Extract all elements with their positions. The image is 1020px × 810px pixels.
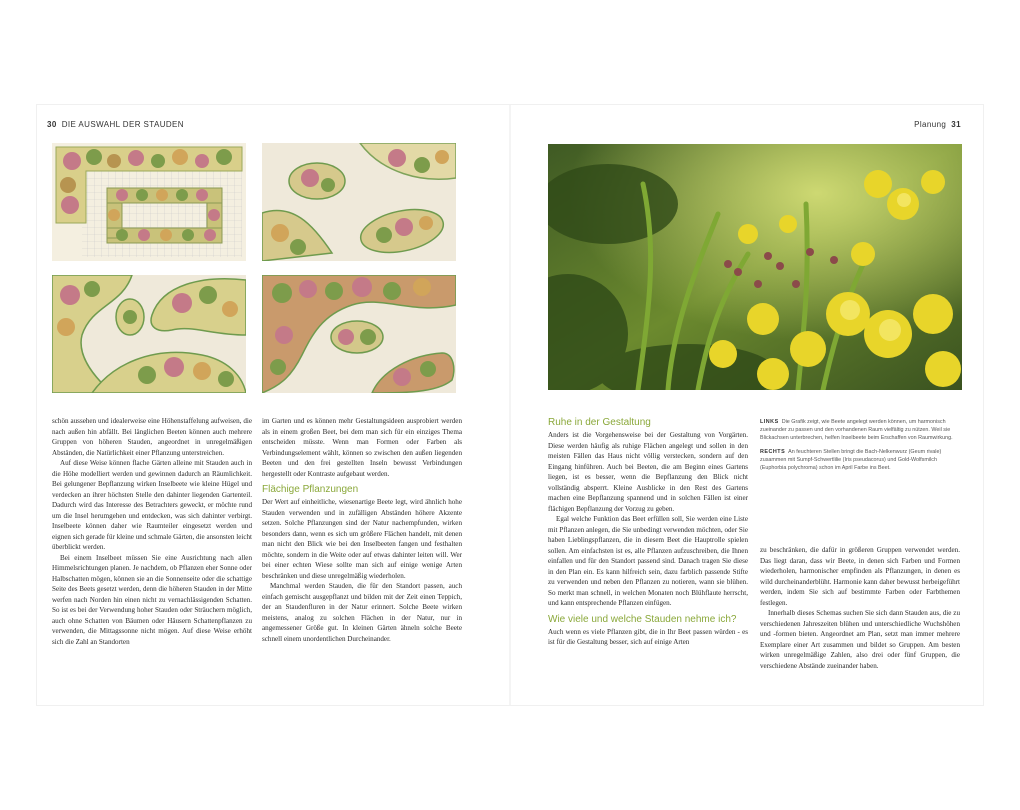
paragraph: Innerhalb dieses Schemas suchen Sie sich dann Stauden aus, die zu verschiedenen Jahreszeiten blühen und unterschiedliche Wuchshöhen und -formen bieten. Angeordnet am Plan, setzt man immer mehrere Exemplare einer Art zusammen und bildet so Gruppen. Am besten wirken unregelmäßige Zahlen, also drei oder fünf Gruppen, die verschiedene Abstände zueinander haben. bbox=[760, 609, 960, 670]
paragraph: schön aussehen und idealerweise eine Höhenstaffelung aufweisen, die nach außen hin abfällt. Bei länglichen Beeten können auch mehrere Gruppen von höheren Stauden, angeordnet in unregelmäßigen Abständen, die Natürlichkeit einer Pflanzung unterstreichen. bbox=[52, 417, 252, 457]
paragraph: im Garten und es können mehr Gestaltungsideen ausprobiert werden als in einem großen Beet, bei dem man sich für ein einziges Thema entscheiden müsste. Wenn man Formen oder Farben als Verbindungselement wählt, können so zwischen den außen liegenden Beeten und den frei gestellten Inseln bewusst Verbindungen hergestellt oder Kontraste aufgebaut werden. bbox=[262, 417, 462, 478]
running-head-left: DIE AUSWAHL DER STAUDEN bbox=[61, 120, 184, 129]
left-column-2 bbox=[262, 416, 462, 644]
section-heading: Flächige Pflanzungen bbox=[262, 484, 359, 495]
paragraph: Auch wenn es viele Pflanzen gibt, die in Ihr Beet passen würden - es ist für die Gestaltung besser, sich auf einige Arten bbox=[548, 627, 748, 646]
caption-text: An feuchteren Stellen bringt die Bach-Nelkenwurz (Geum rivale) zusammen mit Sumpf-Schwertlilie (Iris pseudacorus) und Gold-Wolfsmilch (Euphorbia polychroma) schon im April Farbe ins Beet. bbox=[760, 449, 942, 471]
right-folio bbox=[914, 120, 961, 129]
page-number-right: 31 bbox=[951, 120, 961, 129]
book-spread bbox=[37, 105, 983, 705]
left-page bbox=[37, 105, 510, 705]
paragraph: zu beschränken, die dafür in größeren Gruppen verwendet werden. Das liegt daran, dass wir Beete, in denen sich Farben und Formen wiederholen, harmonischer empfinden als Pflanzungen, in denen es wild durcheinanderblüht. Harmonie kann daher bewusst herbeigeführt werden, indem Sie sich auf bestimmte Farben oder Farbthemen festlegen. bbox=[760, 546, 960, 607]
caption-tag: RECHTS bbox=[760, 449, 786, 455]
right-page bbox=[510, 105, 983, 705]
illustration-curved-path-plan bbox=[262, 143, 456, 261]
illustration-island-beds-plan bbox=[52, 275, 246, 393]
left-folio bbox=[47, 120, 184, 129]
caption-rechts bbox=[760, 448, 960, 472]
section-heading: Wie viele und welche Stauden nehme ich? bbox=[548, 613, 737, 625]
photo-captions bbox=[760, 418, 960, 478]
caption-links bbox=[760, 418, 960, 442]
left-column-1 bbox=[52, 416, 252, 647]
paragraph: Anders ist die Vorgehensweise bei der Gestaltung von Vorgärten. Diese werden häufig als ruhige Flächen angelegt und sollen in den meisten Fällen das Haus nicht völlig verstecken, sondern auf den Eingang hinführen. Auch bei Beeten, die am Beginn eines Gartens liegen, ist es besser, wenn die Bepflanzung den Blick nicht vollständig absperrt. Kleine Ausblicke in den Rest des Gartens machen eine Bepflanzung spannend und in solchen Fällen ist einer flächigen Bepflanzung der Vorzug zu geben. bbox=[548, 431, 748, 513]
right-column-1 bbox=[548, 416, 748, 648]
plant-photo bbox=[548, 144, 962, 390]
caption-tag: LINKS bbox=[760, 419, 779, 425]
illustration-meandering-beds-plan bbox=[262, 275, 456, 393]
section-heading: Ruhe in der Gestaltung bbox=[548, 417, 651, 428]
page-number-left: 30 bbox=[47, 120, 57, 129]
caption-text: Die Grafik zeigt, wie Beete angelegt werden können, um harmonisch zueinander zu passen und den vorhandenen Raum vielfältig zu nützen. Weil sie Blickachsen unterbrechen, helfen Inselbeete beim Erschaffen von Raumwirkung. bbox=[760, 419, 953, 441]
illustration-formal-bed-plan bbox=[52, 143, 246, 261]
paragraph: Bei einem Inselbeet müssen Sie eine Ausrichtung nach allen Himmelsrichtungen planen. Je nachdem, ob Pflanzen eher Sonne oder Halbschatten mögen, können sie an die Sonnenseite oder die schattige Seite des Beets gesetzt werden, denn die höheren Stauden in der Mitte werfen nach Norden hin einen nicht zu vernachlässigenden Schatten. So ist es bei der Verwendung hoher Stauden oder Sträuchern möglich, auch ohne Schatten von Bäumen oder Häusern Schattenpflanzen zu verwenden, die Mittagssonne nicht mögen. Auf diese Weise erhöht sich die Zahl an Standorten bbox=[52, 553, 252, 646]
paragraph: Auf diese Weise können flache Gärten alleine mit Stauden auch in die Höhe modelliert werden und gewinnen dadurch an Räumlichkeit. Bei gelungener Bepflanzung wirken Inselbeete wie kleine Hügel und verdecken an ihrer höchsten Stelle den dahinter liegenden Gartenteil. Dadurch wird das Interesse des Betrachters geweckt, er möchte rund um die Insel herumgehen und entdecken, was sich dahinter verbirgt. Inselbeete können daher wie Raumteiler eingesetzt werden und eignen sich gerade für kleine und schmale Gärten, die ansonsten leicht überblickt werden. bbox=[52, 459, 252, 551]
paragraph: Der Wert auf einheitliche, wiesenartige Beete legt, wird ähnlich hohe Stauden verwenden und in zufälligen Abständen höhere Akzente setzen. Solche Pflanzungen sind der Natur nachempfunden, wirken besonders dann, wenn es sich um größere Flächen handelt, mit denen man nicht den Blick wie bei den Inselbeeten fangen und festhalten möchte, sondern in die Weite oder auf etwas dahinter leiten will. Wer bei einer echten Wiese sollte man sich auf einige wenige Arten beschränken und diese unregelmäßig wiederholen. bbox=[262, 498, 462, 580]
paragraph: Egal welche Funktion das Beet erfüllen soll, Sie werden eine Liste mit Pflanzen anlegen, die Sie unbedingt verwenden möchten, oder Sie haben Lieblingspflanzen, die in diesem Beet die Hauptrolle spielen sollen. Am einfachsten ist es, alle Pflanzen aufzuschreiben, die Ihnen einfallen und für den Standort passend sind. Danach tragen Sie diese in den Plan ein. Es kann hilfreich sein, dazu farblich passende Stifte zu verwenden und neben den Pflanzen zu notieren, wann sie blühen. So merkt man schnell, in welchen Monaten noch Blühflaute herrscht, und kann entsprechende Pflanzen einfügen. bbox=[548, 515, 748, 607]
running-head-right: Planung bbox=[914, 120, 947, 129]
paragraph: Manchmal werden Stauden, die für den Standort passen, auch einfach gemischt ausgepflanzt und bilden mit der Zeit einen Teppich, der an Staudenfluren in der Natur erinnert. Solche Beete wirken meistens, analog zu solchen Flächen in der Natur, nur in angemessener Größe gut. In kleinen Gärten ähneln solche Beete schnell einem unordentlichen Durcheinander. bbox=[262, 582, 462, 643]
right-column-2 bbox=[760, 545, 960, 671]
